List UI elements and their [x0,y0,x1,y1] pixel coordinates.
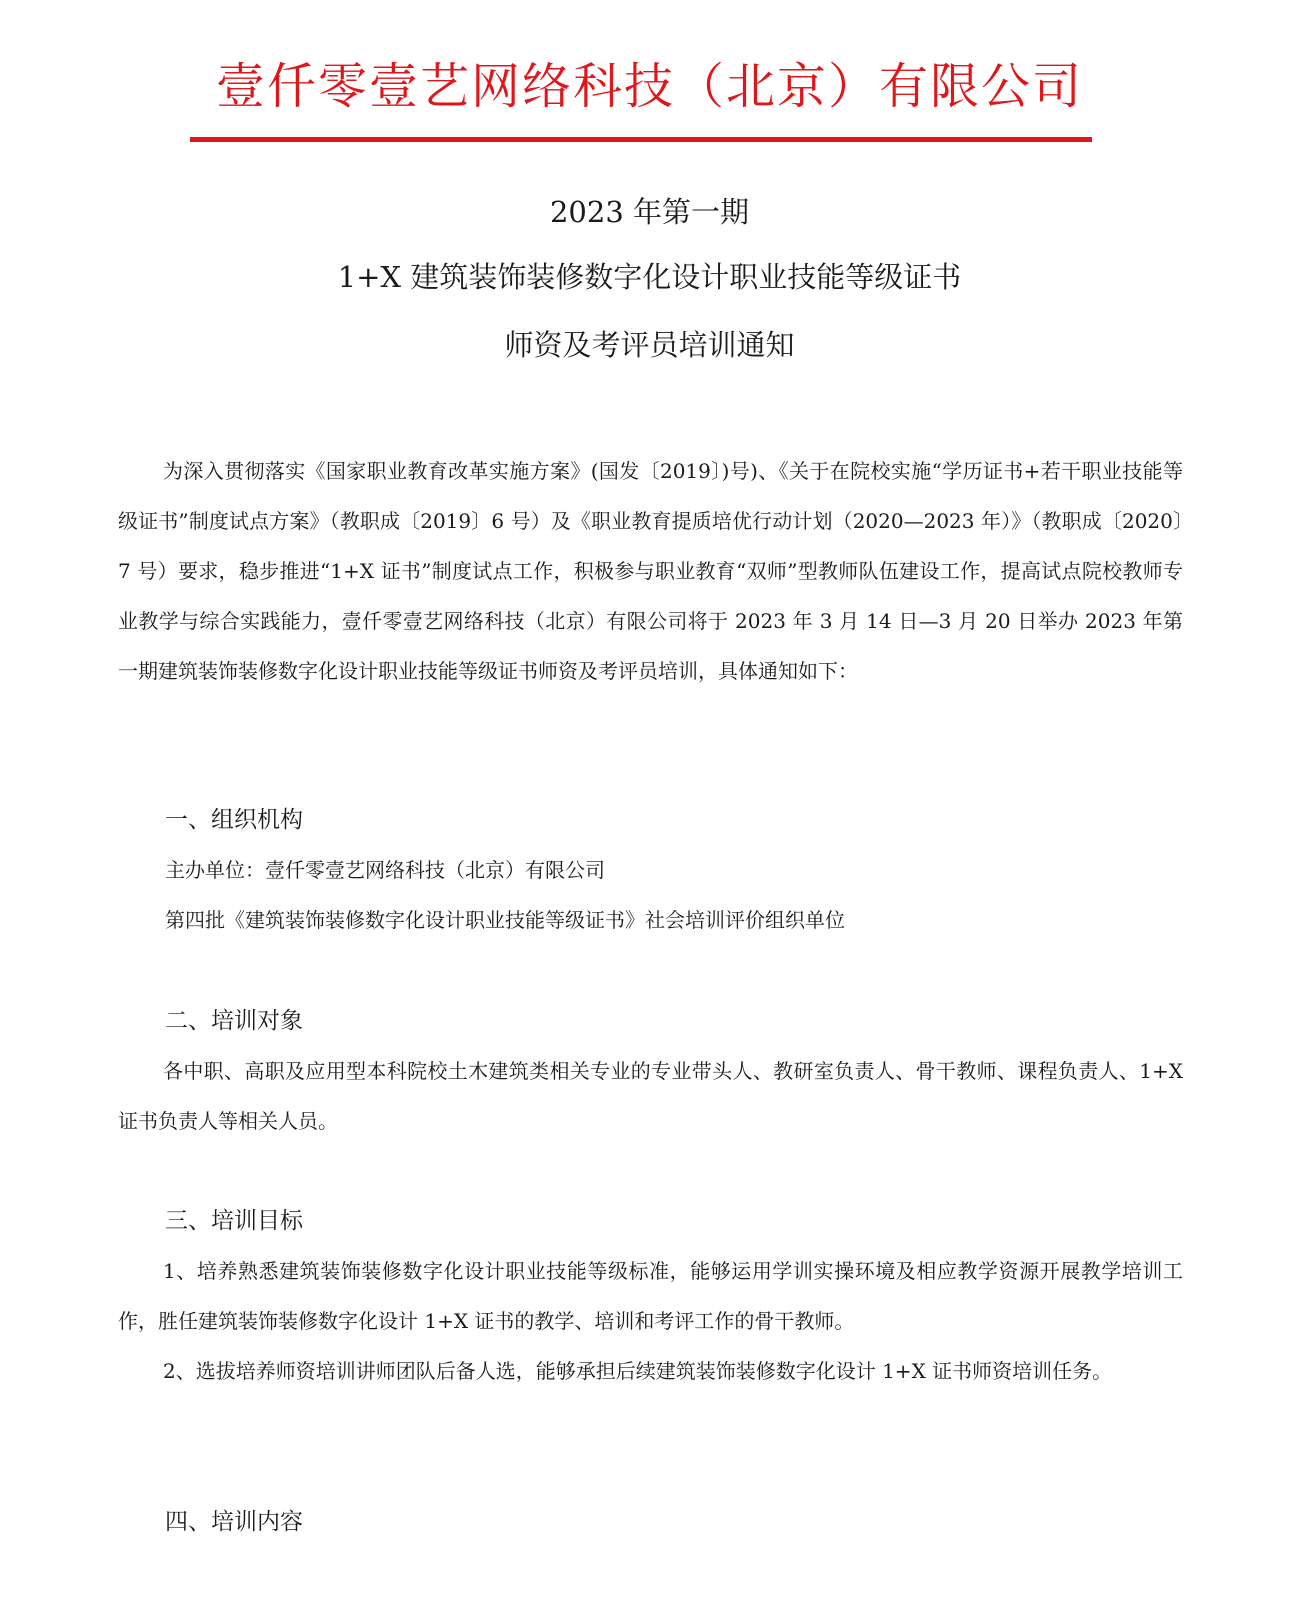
section-heading-organization: 一、组织机构 [165,807,303,833]
sponsor-line: 主办单位：壹仟零壹艺网络科技（北京）有限公司 [165,858,605,882]
letterhead-company-name: 壹仟零壹艺网络科技（北京）有限公司 [215,58,1083,115]
notice-title-training: 师资及考评员培训通知 [504,328,795,362]
organization-batch-line: 第四批《建筑装饰装修数字化设计职业技能等级证书》社会培训评价组织单位 [165,908,845,932]
notice-title-period: 2023 年第一期 [549,195,750,229]
notice-title-certificate: 1+X 建筑装饰装修数字化设计职业技能等级证书 [337,260,962,294]
intro-paragraph: 为深入贯彻落实《国家职业教育改革实施方案》(国发〔2019〕)号)、《关于在院校实施“学历证书+若干职业技能等级证书”制度试点方案》（教职成〔2019〕6 号）及《职业教育提质培优行动计划（2020—2023 年）》（教职成〔2020〕7 号）要求，稳步推进“1+X 证书”制度试点工作，积极参与职业教育“双师”型教师队伍建设工作，提高试点院校教师专业教学与综合实践能力，壹仟零壹艺网络科技（北京）有限公司将于 2023 年 3 月 14 日—3 月 20 日举办 2023 年第一期建筑装饰装修数字化设计职业技能等级证书师资及考评员培训，具体通知如下： [118,459,1183,683]
section-heading-audience: 二、培训对象 [165,1008,303,1034]
letterhead-red-rule [190,137,1092,142]
section-heading-content: 四、培训内容 [165,1509,303,1535]
goal-item-1: 1、培养熟悉建筑装饰装修数字化设计职业技能等级标准，能够运用学训实操环境及相应教学资源开展教学培训工作，胜任建筑装饰装修数字化设计 1+X 证书的教学、培训和考评工作的骨干教师。 [118,1259,1183,1333]
goal-item-2: 2、选拔培养师资培训讲师团队后备人选，能够承担后续建筑装饰装修数字化设计 1+X 证书师资培训任务。 [163,1359,1113,1383]
audience-paragraph: 各中职、高职及应用型本科院校土木建筑类相关专业的专业带头人、教研室负责人、骨干教师、课程负责人、1+X 证书负责人等相关人员。 [118,1059,1183,1133]
section-heading-goals: 三、培训目标 [165,1208,303,1234]
